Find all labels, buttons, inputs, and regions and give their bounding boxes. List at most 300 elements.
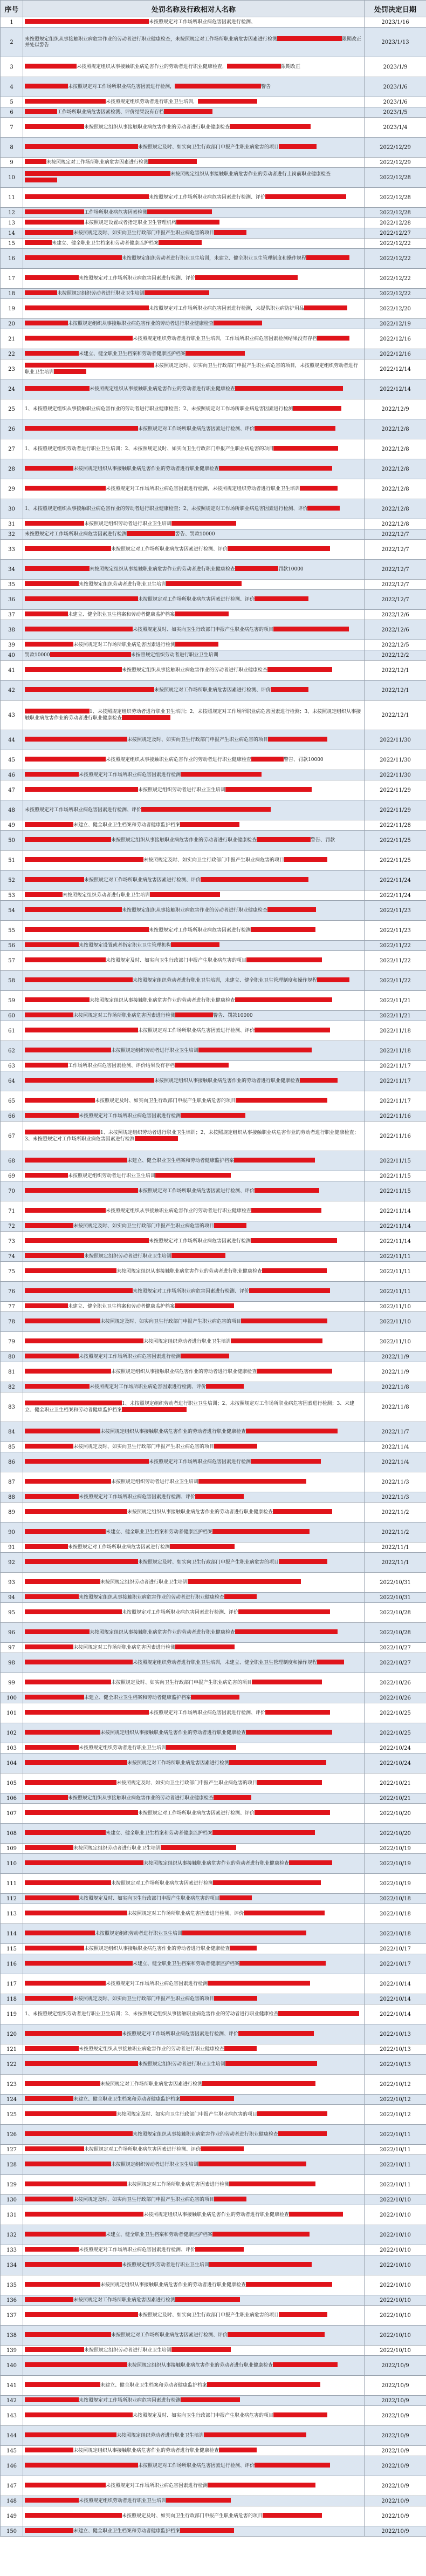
row-content — [23, 1091, 365, 1111]
row-index: 31 — [1, 519, 23, 529]
redaction-bar — [25, 240, 52, 245]
redaction-bar — [25, 230, 73, 235]
row-index: 122 — [1, 2055, 23, 2075]
row-date: 2022/10/19 — [365, 1874, 426, 1894]
row-date: 2022/10/20 — [365, 1824, 426, 1844]
redaction-bar — [185, 351, 245, 356]
redaction-bar — [25, 837, 111, 842]
row-date: 2022/10/9 — [365, 2396, 426, 2406]
row-index: 14 — [1, 228, 23, 239]
row-text: 未按照规定对工作场所职业病危害因素进行检测 — [73, 2298, 176, 2303]
row-content — [23, 249, 365, 269]
redaction-bar — [175, 1012, 213, 1017]
redaction-bar — [164, 109, 212, 114]
row-text: 未按照规定对工作场所职业病危害因素进行检测 — [127, 1761, 230, 1766]
redaction-bar — [25, 290, 57, 295]
row-content — [23, 1573, 365, 1593]
redaction-bar — [278, 2011, 359, 2016]
redaction-bar — [273, 2362, 338, 2367]
row-date: 2022/12/16 — [365, 329, 426, 349]
redaction-bar — [198, 99, 257, 104]
row-index: 115 — [1, 1944, 23, 1954]
redaction-bar — [175, 1303, 234, 1308]
row-date: 2022/12/9 — [365, 399, 426, 419]
row-index: 2 — [1, 28, 23, 57]
redaction-bar — [25, 1860, 143, 1865]
row-content — [23, 459, 365, 479]
row-text: 未按照规定对工作场所职业病危害因素进行检测 — [149, 928, 251, 933]
table-row — [1, 831, 426, 851]
redaction-bar — [25, 2181, 127, 2186]
redaction-bar — [25, 1028, 138, 1032]
row-content — [23, 800, 365, 820]
redaction-bar — [25, 1048, 111, 1052]
redaction-bar — [229, 1760, 326, 1765]
row-index: 78 — [1, 1312, 23, 1332]
table-row — [1, 1523, 426, 1542]
row-index: 65 — [1, 1091, 23, 1111]
row-index: 5 — [1, 97, 23, 107]
redaction-bar — [50, 652, 131, 657]
table-row — [1, 1844, 426, 1854]
redaction-bar — [25, 275, 79, 280]
redaction-bar — [25, 1354, 79, 1358]
redaction-bar — [122, 715, 170, 720]
redaction-bar — [198, 1048, 312, 1052]
row-content — [23, 2105, 365, 2125]
redaction-bar — [255, 596, 308, 601]
row-date: 2022/10/10 — [365, 2225, 426, 2245]
row-text: 未按照规定组织劳动者进行职业卫生培训 — [79, 1745, 167, 1751]
row-content — [23, 1703, 365, 1723]
table-row — [1, 2426, 426, 2446]
table-row — [1, 1011, 426, 1021]
row-date: 2022/10/11 — [365, 2125, 426, 2145]
table-row — [1, 439, 426, 459]
row-text: 未按照规定设置或者指定职业卫生管理机构 — [79, 943, 171, 948]
redaction-bar — [25, 2463, 138, 2468]
row-content — [23, 208, 365, 218]
table-row — [1, 17, 426, 28]
row-text: 未按照规定组织劳动者进行职业卫生培训，工作场所职业病危害因素检测结果没有存档 — [133, 336, 318, 342]
row-index: 88 — [1, 1492, 23, 1503]
redaction-bar — [25, 1130, 100, 1134]
row-index: 41 — [1, 661, 23, 681]
row-text: 未按照规定组织从事接触职业病危害作业的劳动者进行职业健康检查 — [79, 1595, 225, 1600]
row-text: 未按照规定对工作场所职业病危害因素进行检测、评价 — [79, 2247, 196, 2253]
redaction-bar — [25, 2282, 100, 2287]
redaction-bar — [25, 757, 106, 762]
redaction-bar — [25, 566, 90, 571]
table-row — [1, 2055, 426, 2075]
row-content — [23, 1452, 365, 1472]
redaction-bar — [161, 1845, 236, 1850]
table-row — [1, 1542, 426, 1553]
row-date: 2022/10/26 — [365, 1673, 426, 1693]
row-date: 2022/12/20 — [365, 299, 426, 319]
redaction-bar — [202, 2081, 315, 2086]
row-content — [23, 661, 365, 681]
row-index: 62 — [1, 1041, 23, 1061]
row-date: 2022/11/21 — [365, 991, 426, 1011]
redaction-bar — [25, 386, 90, 391]
table-row — [1, 1472, 426, 1492]
row-text: 未按照规定组织劳动者进行职业卫生培训 — [68, 1173, 156, 1179]
row-index: 109 — [1, 1844, 23, 1854]
row-content — [23, 901, 365, 921]
row-text: 未按照规定对工作场所职业病危害因素进行检测、评价 — [138, 1811, 255, 1816]
row-content — [23, 2044, 365, 2055]
row-text: 未建立、健全职业卫生档案和劳动者健康监护档案 — [84, 1695, 191, 1701]
row-index: 26 — [1, 419, 23, 439]
row-content — [23, 2195, 365, 2205]
row-date: 2022/12/6 — [365, 620, 426, 640]
row-index: 6 — [1, 107, 23, 118]
row-index: 68 — [1, 1151, 23, 1171]
row-index: 93 — [1, 1573, 23, 1593]
redaction-bar — [239, 1961, 326, 1966]
row-text: 未按照规定对工作场所职业病危害因素进行检测 — [46, 160, 149, 165]
row-index: 75 — [1, 1262, 23, 1282]
table-row — [1, 640, 426, 650]
table-row — [1, 349, 426, 359]
redaction-bar — [25, 907, 122, 912]
redaction-bar — [166, 581, 242, 586]
redaction-bar — [122, 1407, 187, 1412]
redaction-bar — [236, 1098, 327, 1103]
table-row — [1, 2396, 426, 2406]
row-content — [23, 1422, 365, 1442]
row-text: 未按照规定及时、如实向卫生行政部门申报产生职业病危害的项目 — [95, 1098, 236, 1104]
row-text: 未按照规定组织从事接触职业病危害作业的劳动者进行职业健康检查 — [90, 1630, 236, 1635]
row-date: 2022/11/22 — [365, 971, 426, 991]
row-date: 2022/11/15 — [365, 1151, 426, 1171]
redaction-bar — [25, 2247, 79, 2252]
row-index: 72 — [1, 1221, 23, 1232]
redaction-bar — [175, 2297, 240, 2302]
row-date: 2022/12/1 — [365, 661, 426, 681]
row-index: 30 — [1, 499, 23, 519]
redaction-bar — [25, 1730, 100, 1735]
row-text: 未建立、健全职业卫生档案和劳动者健康监护档案 — [79, 351, 186, 357]
row-text: 未按照规定对工作场所职业病危害因素进行检测 — [127, 2182, 230, 2187]
redaction-bar — [25, 709, 90, 713]
table-row — [1, 2125, 426, 2145]
redaction-bar — [181, 1113, 245, 1118]
redaction-bar — [141, 807, 271, 812]
table-row — [1, 1071, 426, 1091]
table-row — [1, 2496, 426, 2506]
table-row — [1, 1573, 426, 1593]
row-index: 149 — [1, 2506, 23, 2526]
row-content — [23, 1352, 365, 1362]
row-index: 123 — [1, 2075, 23, 2095]
row-content — [23, 107, 365, 118]
row-date: 2022/10/10 — [365, 2295, 426, 2306]
row-index: 106 — [1, 1793, 23, 1804]
row-date: 2022/10/13 — [365, 2055, 426, 2075]
row-date: 2022/10/9 — [365, 2526, 426, 2537]
row-date: 2022/10/9 — [365, 2456, 426, 2476]
row-text: 未按照规定及时、如实向卫生行政部门申报产生职业病危害的项目 — [143, 858, 285, 863]
row-index: 92 — [1, 1553, 23, 1573]
row-index: 129 — [1, 2175, 23, 2195]
redaction-bar — [25, 1401, 122, 1405]
row-text: 未按照规定对工作场所职业病危害因素进行检测、评价 — [154, 688, 271, 693]
table-row — [1, 2326, 426, 2346]
row-text: 未按照规定组织劳动者进行职业卫生培训 — [84, 1254, 172, 1259]
row-content — [23, 871, 365, 891]
row-date: 2022/12/5 — [365, 640, 426, 650]
redaction-bar — [25, 209, 84, 214]
row-text: 未按照规定对工作场所职业病危害因素进行检测、评价 — [25, 807, 142, 813]
row-content — [23, 2426, 365, 2446]
header-content: 处罚名称及行政相对人名称 — [23, 1, 365, 17]
redaction-bar — [166, 1745, 236, 1750]
row-index: 100 — [1, 1693, 23, 1703]
table-row — [1, 359, 426, 379]
redaction-bar — [25, 546, 111, 551]
redaction-bar — [25, 892, 63, 897]
redaction-bar — [25, 1063, 68, 1068]
row-text: 罚款10000 — [278, 567, 304, 572]
redaction-bar — [209, 2262, 312, 2267]
table-row — [1, 249, 426, 269]
row-index: 48 — [1, 800, 23, 820]
row-text: 未建立、健全职业卫生档案和劳动者健康监护档案 — [68, 612, 175, 617]
row-content — [23, 851, 365, 871]
row-index: 97 — [1, 1643, 23, 1653]
row-text: 未按照规定组织从事接触职业病危害作业的劳动者进行职业健康检查 — [106, 1208, 252, 1214]
row-text: 未按照规定组织从事接触职业病危害作业的劳动者进行职业健康检查 — [127, 1510, 273, 1515]
redaction-bar — [25, 99, 106, 104]
table-row — [1, 1874, 426, 1894]
row-content — [23, 188, 365, 208]
row-text: 未按照规定对工作场所职业病危害因素进行检测、评价 — [138, 426, 255, 432]
redaction-bar — [25, 1012, 73, 1017]
redaction-bar — [219, 466, 332, 471]
redaction-bar — [54, 369, 86, 374]
row-date: 2022/11/22 — [365, 941, 426, 951]
table-row — [1, 2346, 426, 2356]
row-text: 未按照规定组织从事接触职业病危害作业的劳动者进行职业健康检查 — [90, 998, 236, 1003]
row-index: 29 — [1, 479, 23, 499]
redaction-bar — [25, 1494, 79, 1499]
redaction-bar — [246, 957, 322, 962]
table-row — [1, 1382, 426, 1392]
row-date: 2022/11/4 — [365, 1442, 426, 1452]
row-index: 112 — [1, 1894, 23, 1904]
row-index: 7 — [1, 118, 23, 138]
row-text: 未按照规定组织劳动者进行职业卫生培训 — [122, 2262, 210, 2268]
row-index: 43 — [1, 701, 23, 730]
redaction-bar — [208, 1981, 310, 1986]
table-row — [1, 871, 426, 891]
row-index: 140 — [1, 2356, 23, 2376]
row-content — [23, 1011, 365, 1021]
redaction-bar — [25, 2483, 106, 2487]
row-content — [23, 239, 365, 249]
row-index: 8 — [1, 138, 23, 158]
row-date: 2022/10/27 — [365, 1643, 426, 1653]
row-text: 1、未按照规定组织劳动者进行职业卫生培训；2、未按照规定对工作场所职业病危害因素进行检测；3、未按照规定组织从事接触职业病危害作业的劳动者进行职业健康检查 — [25, 709, 361, 721]
table-row — [1, 650, 426, 661]
row-index: 81 — [1, 1362, 23, 1382]
row-content — [23, 730, 365, 750]
row-text: 工作场所职业病危害因素检测、评价结果没有存档 — [68, 1063, 175, 1069]
row-text: 1、未按照规定组织从事接触职业病危害作业的劳动者进行职业健康检查；2、未按照规定对工作场所职业病危害因素进行检测 — [25, 406, 293, 412]
table-row — [1, 1352, 426, 1362]
table-row — [1, 1171, 426, 1181]
redaction-bar — [212, 2232, 310, 2237]
row-content — [23, 1723, 365, 1743]
redaction-bar — [147, 209, 212, 214]
row-content — [23, 1753, 365, 1773]
row-date: 2022/11/14 — [365, 1221, 426, 1232]
table-row — [1, 1673, 426, 1693]
redaction-bar — [214, 1223, 246, 1228]
redaction-bar — [25, 2232, 106, 2237]
table-row — [1, 1824, 426, 1844]
row-index: 18 — [1, 289, 23, 299]
row-content — [23, 419, 365, 439]
table-row — [1, 560, 426, 580]
row-text: 未建立、健全职业卫生档案和劳动者健康监护档案 — [73, 2529, 181, 2534]
table-row — [1, 1804, 426, 1824]
row-date: 2022/12/7 — [365, 580, 426, 590]
row-text: 未按照规定组织从事接触职业病危害作业的劳动者进行职业健康检查 — [79, 2047, 225, 2052]
table-row — [1, 499, 426, 519]
row-content — [23, 158, 365, 168]
redaction-bar — [25, 957, 106, 962]
row-index: 87 — [1, 1472, 23, 1492]
row-index: 25 — [1, 399, 23, 419]
row-date: 2022/10/12 — [365, 2075, 426, 2095]
row-date: 2022/10/13 — [365, 2024, 426, 2044]
redaction-bar — [155, 1173, 231, 1178]
table-row — [1, 1894, 426, 1904]
redaction-bar — [255, 426, 335, 431]
redaction-bar — [25, 2362, 127, 2367]
row-content — [23, 1181, 365, 1201]
redaction-bar — [175, 611, 229, 616]
table-row — [1, 2356, 426, 2376]
row-content — [23, 891, 365, 901]
row-text: 未按照规定及时、如实向卫生行政部门申报产生职业病危害的项目 — [111, 1680, 252, 1685]
row-content — [23, 299, 365, 319]
redaction-bar — [25, 1173, 68, 1178]
row-text: 警告、罚款 — [311, 838, 335, 843]
row-content — [23, 2024, 365, 2044]
redaction-bar — [25, 2061, 138, 2066]
row-index: 50 — [1, 831, 23, 851]
redaction-bar — [25, 611, 68, 616]
row-index: 119 — [1, 2004, 23, 2024]
table-row — [1, 1492, 426, 1503]
row-content — [23, 1924, 365, 1944]
row-date: 2022/12/28 — [365, 218, 426, 228]
row-text: 未按照规定组织劳动者进行职业卫生培训 — [138, 787, 226, 793]
row-text: 未按照规定对工作场所职业病危害因素进行检测 — [73, 642, 176, 648]
row-content — [23, 1282, 365, 1302]
row-index: 47 — [1, 780, 23, 800]
table-row — [1, 941, 426, 951]
redaction-bar — [213, 1880, 321, 1885]
redaction-bar — [25, 997, 90, 1002]
redaction-bar — [227, 64, 281, 69]
row-index: 69 — [1, 1171, 23, 1181]
row-index: 107 — [1, 1804, 23, 1824]
table-row — [1, 1954, 426, 1974]
row-date: 2022/11/24 — [365, 891, 426, 901]
row-date: 2022/10/10 — [365, 2255, 426, 2275]
row-index: 40 — [1, 650, 23, 661]
redaction-bar — [25, 1644, 73, 1649]
row-index: 58 — [1, 971, 23, 991]
row-date: 2022/10/25 — [365, 1723, 426, 1743]
row-text: 未按照规定对工作场所职业病危害因素进行检测 — [79, 772, 181, 778]
row-index: 136 — [1, 2295, 23, 2306]
row-text: 未按照规定对工作场所职业病危害因素进行检测 — [73, 1645, 176, 1650]
redaction-bar — [284, 857, 327, 862]
row-index: 3 — [1, 57, 23, 77]
row-date: 2022/11/14 — [365, 1201, 426, 1221]
row-index: 10 — [1, 168, 23, 188]
redaction-bar — [25, 336, 133, 341]
row-date: 2022/11/7 — [365, 1422, 426, 1442]
table-body — [1, 17, 426, 2537]
row-date: 2022/12/8 — [365, 439, 426, 459]
row-index: 102 — [1, 1723, 23, 1743]
table-row — [1, 1091, 426, 1111]
row-date: 2022/10/9 — [365, 2446, 426, 2456]
row-text: 1、未按照规定组织劳动者进行职业卫生培训；2、未按照规定组织从事接触职业病危害作业的劳动者进行职业健康检查 — [25, 2011, 279, 2017]
row-index: 99 — [1, 1673, 23, 1693]
row-date: 2022/12/7 — [365, 540, 426, 560]
row-text: 未建立、健全职业卫生档案和劳动者健康监护档案 — [73, 823, 181, 828]
table-row — [1, 1302, 426, 1312]
row-date: 2022/10/9 — [365, 2476, 426, 2496]
row-text: 未按照规定组织劳动者进行职业卫生培训 — [84, 2348, 172, 2353]
redaction-bar — [273, 446, 338, 451]
row-text: 未按照规定对工作场所职业病危害因素进行检测 — [68, 1545, 170, 1550]
row-content — [23, 1472, 365, 1492]
row-text: 未按照规定对工作场所职业病危害因素进行检测、评价 — [138, 2463, 255, 2469]
row-index: 70 — [1, 1181, 23, 1201]
redaction-bar — [25, 351, 79, 356]
redaction-bar — [279, 1559, 327, 1564]
row-index: 105 — [1, 1773, 23, 1793]
table-row — [1, 1593, 426, 1603]
redaction-bar — [225, 787, 312, 792]
row-text: 未按照规定对工作场所职业病危害因素进行检测、评价 — [133, 1289, 250, 1294]
table-row — [1, 269, 426, 289]
row-index: 39 — [1, 640, 23, 650]
row-index: 142 — [1, 2396, 23, 2406]
row-date: 2022/12/8 — [365, 459, 426, 479]
table-row — [1, 1753, 426, 1773]
row-text: 未按照规定对工作场所职业病危害因素进行检测，未提供职业病防护用品 — [149, 306, 305, 311]
row-content — [23, 1503, 365, 1523]
row-date: 2022/10/31 — [365, 1573, 426, 1593]
row-index: 111 — [1, 1874, 23, 1894]
row-date: 2022/11/18 — [365, 1041, 426, 1061]
row-index: 117 — [1, 1974, 23, 1994]
redaction-bar — [25, 2262, 122, 2267]
redaction-bar — [25, 1629, 90, 1634]
redaction-bar — [25, 1479, 111, 1484]
redaction-bar — [25, 84, 68, 89]
